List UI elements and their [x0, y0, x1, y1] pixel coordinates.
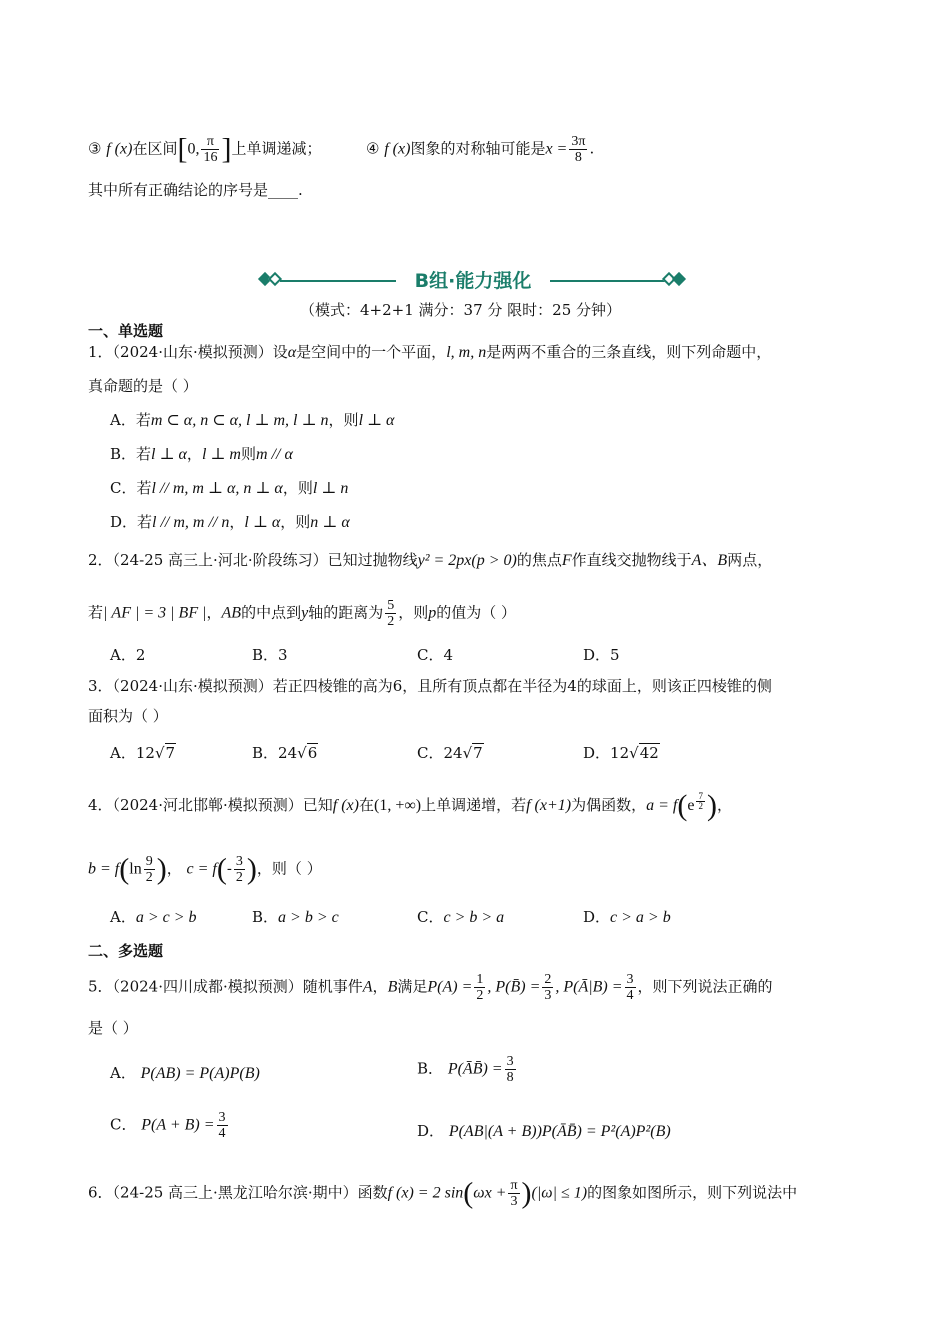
item-3: ③ f (x)在区间[0, $\frac{\pi}{16}$ ]上单调递减； [88, 132, 322, 166]
q3-option-b[interactable]: B．24√6 [252, 744, 318, 762]
q5-option-c[interactable]: C． P(A + B) = $\frac{3}{4}$ [110, 1110, 226, 1141]
q1-option-c[interactable]: C．若l // m, m ⊥ α, n ⊥ α，则l ⊥ n [110, 479, 349, 497]
q4-option-d[interactable]: D．c > a > b [583, 908, 671, 926]
item-4: ④ f (x)图象的对称轴可能是x = $\frac{3\pi}{8}$ . [366, 134, 595, 165]
q2-option-a[interactable]: A．2 [110, 646, 146, 664]
q3-option-a[interactable]: A．12√7 [110, 744, 176, 762]
q4-stem-2: b = f(ln $\frac{9}{2}$ )， c = f(- $\frac{3}{2}$ )，则（ ） [88, 852, 322, 886]
fill-question: 其中所有正确结论的序号是____. [88, 181, 303, 199]
q1-stem: 1．（2024·山东·模拟预测）设α是空间中的一个平面，l, m, n是两两不重合的三条直线，则下列命题中， [88, 343, 772, 361]
q2-stem: 2．（24-25 高三上·河北·阶段练习）已知过抛物线y² = 2px(p > 0)的焦点F作直线交抛物线于A、B两点， [88, 551, 773, 569]
section-banner [258, 268, 688, 294]
q2-option-b[interactable]: B．3 [252, 646, 288, 664]
q5-stem: 5．（2024·四川成都·模拟预测）随机事件A，B满足P(A) = $\frac{1}{2}$ , P(B̄) = $\frac{2}{3}$ , P(Ā|B) = $\frac{3}{4}$ ，则下列说法正确的 [88, 972, 773, 1003]
q4-option-c[interactable]: C．c > b > a [417, 908, 505, 926]
q3-option-c[interactable]: C．24√7 [417, 744, 483, 762]
q3-stem: 3．（2024·山东·模拟预测）若正四棱锥的高为6，且所有顶点都在半径为4的球面上，则该正四棱锥的侧 [88, 677, 772, 695]
banner-title: B组·能力强化 [414, 270, 532, 292]
q2-option-d[interactable]: D．5 [583, 646, 620, 664]
q4-option-a[interactable]: A．a > c > b [110, 908, 197, 926]
q3-option-d[interactable]: D．12√42 [583, 744, 659, 762]
q2-stem-2: 若| AF | = 3 | BF |，AB的中点到y轴的距离为 $\frac{5}{2}$ ，则p的值为（ ） [88, 598, 516, 629]
q1-option-b[interactable]: B．若l ⊥ α，l ⊥ m则m // α [110, 445, 293, 463]
q2-option-c[interactable]: C．4 [417, 646, 454, 664]
q1-stem-2: 真命题的是（ ） [88, 377, 198, 395]
q1-option-d[interactable]: D．若l // m, m // n，l ⊥ α，则n ⊥ α [110, 513, 350, 531]
q5-option-b[interactable]: B． P(ĀB̄) = $\frac{3}{8}$ [417, 1054, 514, 1085]
q5-option-a[interactable]: A． P(AB) = P(A)P(B) [110, 1064, 260, 1082]
q5-stem-2: 是（ ） [88, 1019, 138, 1037]
banner-rule-right [550, 280, 666, 282]
q1-option-a[interactable]: A．若m ⊂ α, n ⊂ α, l ⊥ m, l ⊥ n，则l ⊥ α [110, 411, 395, 429]
q6-stem: 6．（24-25 高三上·黑龙江哈尔滨·期中）函数f (x) = 2 sin(ωx + $\frac{\pi}{3}$ )(|ω| ≤ 1)的图象如图所示，则下列说法中 [88, 1176, 798, 1210]
q4-option-b[interactable]: B．a > b > c [252, 908, 339, 926]
section-single-choice: 一、单选题 [88, 322, 164, 340]
q4-stem: 4．（2024·河北邯郸·模拟预测）已知f (x)在(1, +∞)上单调递增，若f (x+1)为偶函数，a = f(e $^{\frac{7}{2}}$ )， [88, 789, 732, 822]
section-multi-choice: 二、多选题 [88, 942, 164, 960]
q5-option-d[interactable]: D． P(AB|(A + B))P(ĀB̄) = P²(A)P²(B) [417, 1122, 671, 1140]
q3-stem-2: 面积为（ ） [88, 707, 168, 725]
banner-subtitle: （模式：4+2+1 满分：37 分 限时：25 分钟） [300, 301, 622, 319]
